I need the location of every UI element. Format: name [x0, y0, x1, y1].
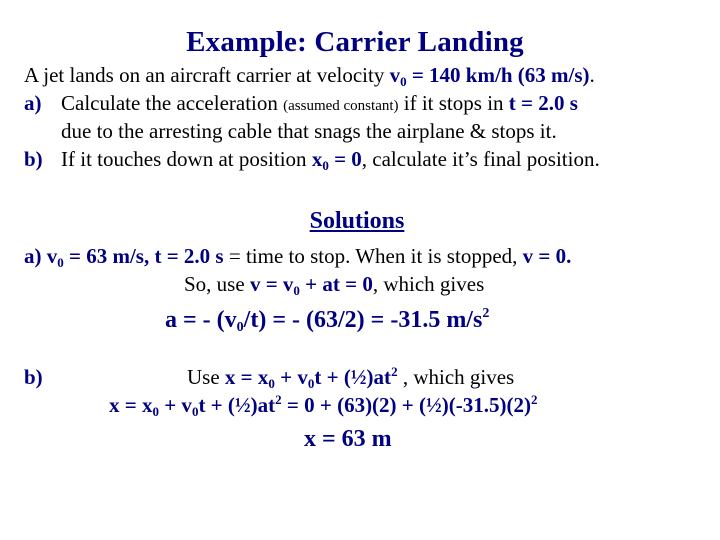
solution-a-result: a = - $(v_0/t)$ = - (63/2) = -31.5 $m/s^2$: [165, 306, 490, 335]
slide-title: Example: Carrier Landing: [186, 26, 524, 58]
solutions-heading: Solutions: [309, 208, 405, 234]
solution-a-line1: a) $v_0 = 63$ m/s, t = 2.0 s = time to stop. When it is stopped, v = 0.: [24, 244, 572, 270]
solution-b-label: b): [24, 365, 43, 389]
solution-b-result: x = 63 m: [304, 426, 392, 452]
problem-part-b: b) If it touches down at position $x_0 = 0$, calculate it’s final position.: [24, 147, 600, 173]
problem-intro: A jet lands on an aircraft carrier at velocity $v_0 = 140$ km/h (63 m/s).: [24, 63, 595, 89]
solution-a-line2: So, use $v = v_0$ + at = 0, which gives: [184, 272, 485, 298]
problem-part-a-line2: due to the arresting cable that snags the airplane & stops it.: [61, 119, 557, 143]
solution-b-line2: $x = x_0 + v_0t$ + $(\frac{1}{2})at^2 = 0 + (63)(2)$ + $(\frac{1}{2})(-31.5)(2)^2$: [109, 392, 538, 419]
solution-b-line1: Use $x = x_0 + v_0t$ + $(\frac{1}{2})at^2$ , which gives: [187, 364, 515, 391]
problem-part-a: a) Calculate the acceleration (assumed constant) if it stops in t = 2.0 s: [24, 91, 578, 115]
